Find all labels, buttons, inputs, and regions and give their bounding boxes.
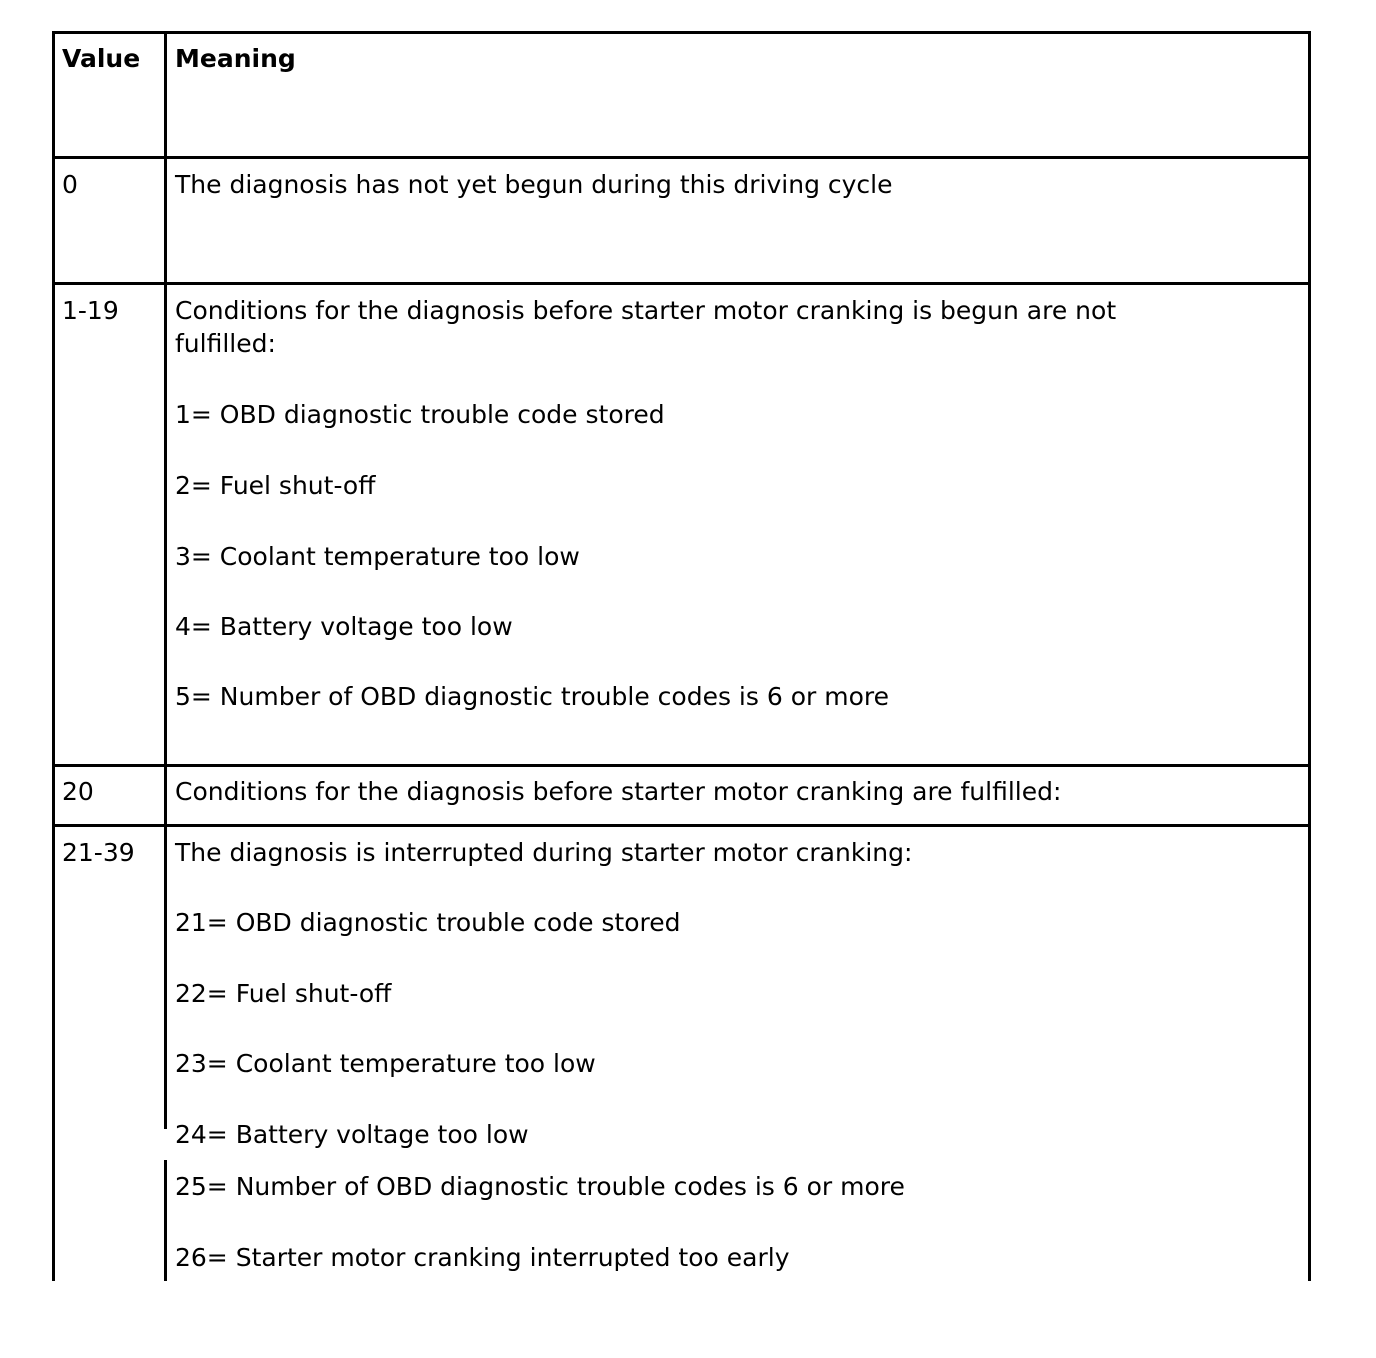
row-value: 1-19 [62,296,119,325]
row-meaning-line: Conditions for the diagnosis before starter motor cranking are fulfilled: [175,777,1062,806]
row-meaning-line: 3= Coolant temperature too low [175,542,580,571]
row-meaning-line: 2= Fuel shut-off [175,471,376,500]
row-meaning-line: 21= OBD diagnostic trouble code stored [175,908,681,937]
row-meaning-line: 23= Coolant temperature too low [175,1049,596,1078]
table-border-left [52,31,55,1281]
row-meaning-line: The diagnosis has not yet begun during this driving cycle [175,170,893,199]
table-border-top [52,31,1311,34]
row-divider [52,824,1311,827]
row-meaning-line: The diagnosis is interrupted during starter motor cranking: [175,838,913,867]
row-value: 20 [62,777,94,806]
diagnosis-value-table [52,31,1311,1281]
row-meaning-line: 5= Number of OBD diagnostic trouble codes is 6 or more [175,682,889,711]
header-value: Value [62,44,141,73]
row-value: 0 [62,170,78,199]
row-meaning-line: fulfilled: [175,329,276,358]
row-meaning-line: 26= Starter motor cranking interrupted too early [175,1243,790,1272]
row-meaning-line: 4= Battery voltage too low [175,612,513,641]
row-divider [52,156,1311,159]
row-meaning-line: 25= Number of OBD diagnostic trouble codes is 6 or more [175,1172,905,1201]
row-meaning-line: 24= Battery voltage too low [175,1120,529,1149]
table-border-right [1308,31,1311,1281]
row-meaning-line: 1= OBD diagnostic trouble code stored [175,400,665,429]
row-value: 21-39 [62,838,135,867]
column-divider-lower [164,1160,167,1281]
row-meaning-line: Conditions for the diagnosis before starter motor cranking is begun are not [175,296,1117,325]
column-divider-upper [164,31,167,1129]
row-divider [52,282,1311,285]
row-divider [52,764,1311,767]
row-meaning-line: 22= Fuel shut-off [175,979,392,1008]
header-meaning: Meaning [175,44,296,73]
